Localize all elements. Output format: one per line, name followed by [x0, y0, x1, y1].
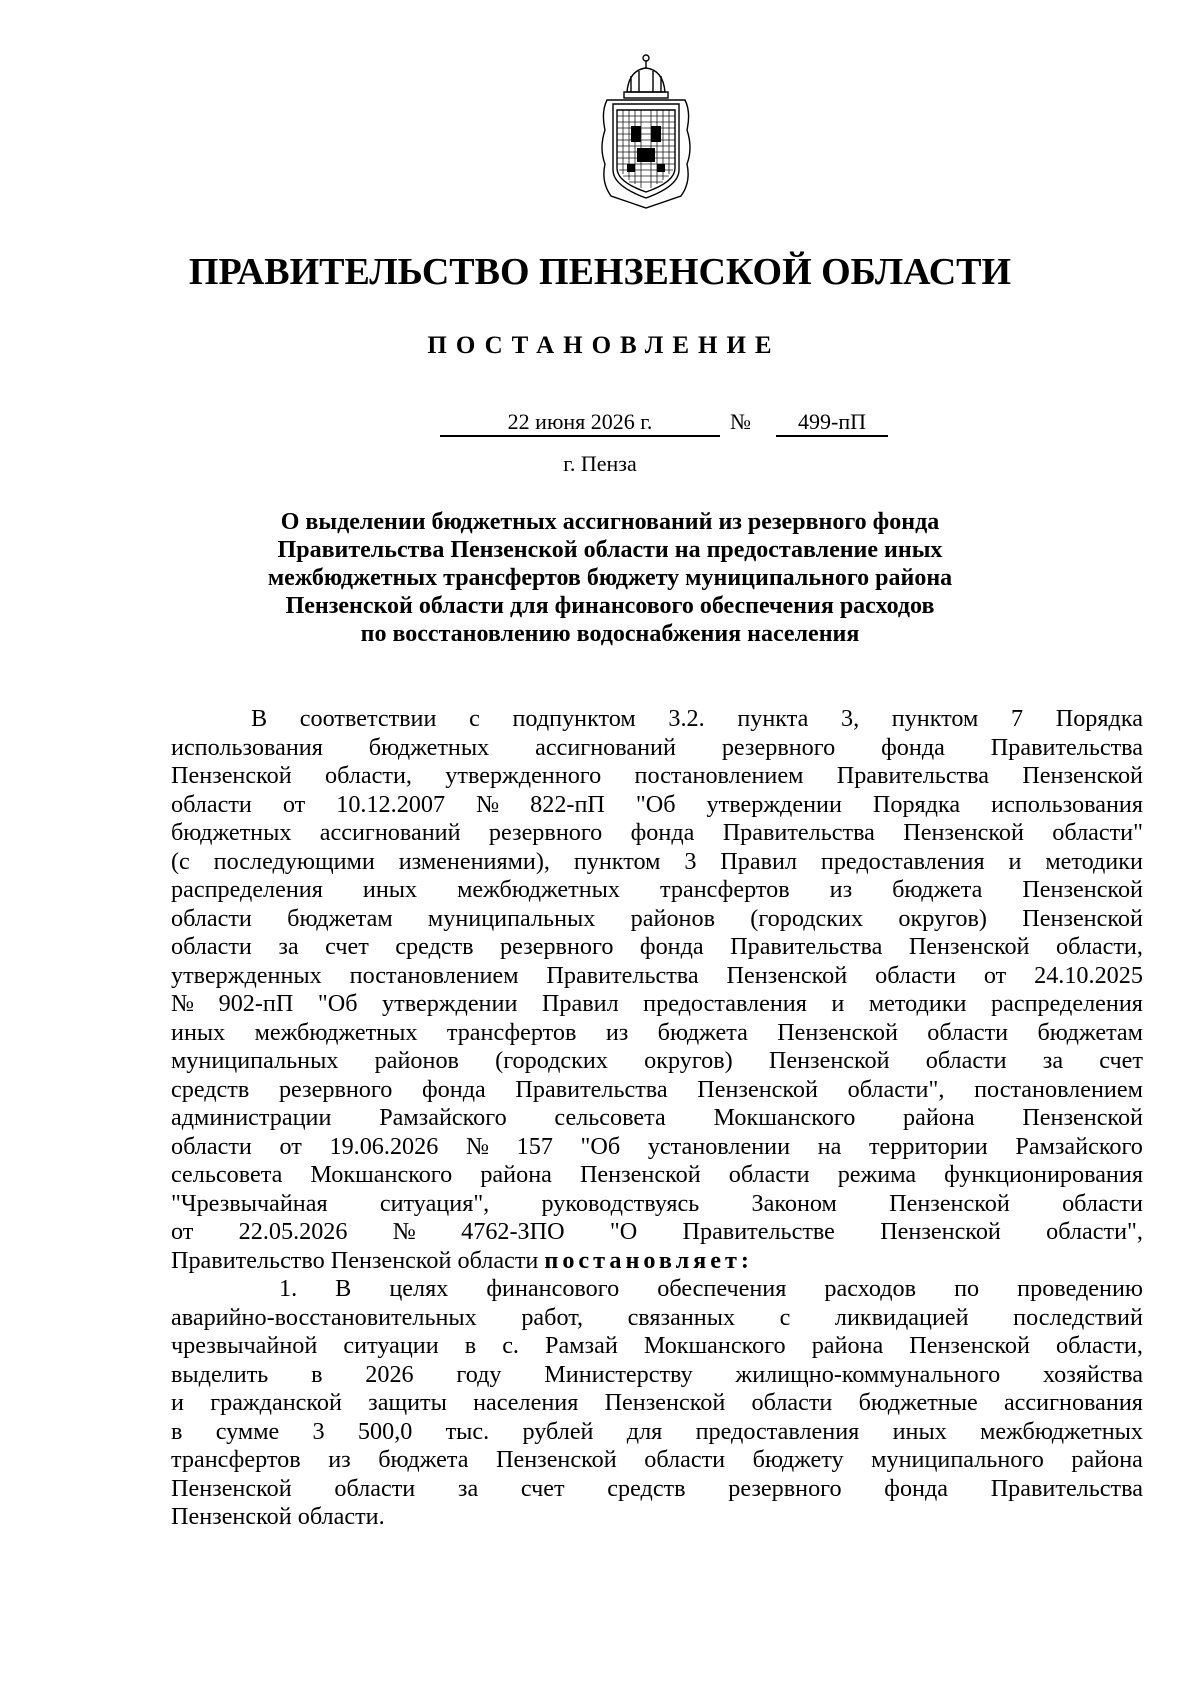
- text-line: Пензенской области.: [171, 1503, 385, 1530]
- title-line: межбюджетных трансфертов бюджету муниципального района: [267, 565, 953, 591]
- word: сельсовета: [171, 1161, 283, 1188]
- word: территории: [868, 1132, 988, 1160]
- word: иных: [362, 876, 418, 903]
- word: №: [392, 1218, 416, 1245]
- word: Пензенской: [1022, 1104, 1143, 1131]
- word: Правительства: [515, 1075, 668, 1103]
- word: гражданской: [210, 1389, 342, 1416]
- text-line: [171, 1076, 1143, 1105]
- word: Правительства: [722, 819, 875, 846]
- date-number-line: [440, 410, 886, 440]
- word: 3.2.: [668, 705, 705, 732]
- word: от: [171, 1218, 194, 1245]
- word: 3: [312, 1417, 325, 1445]
- word: расходов: [824, 1275, 917, 1302]
- word: за: [457, 1474, 479, 1502]
- word: аварийно-восстановительных: [171, 1303, 477, 1331]
- word: области: [171, 904, 252, 932]
- word: ликвидацией: [834, 1303, 969, 1331]
- word: ассигнований: [535, 733, 676, 761]
- word: Министерству: [544, 1360, 693, 1388]
- word: соответствии: [299, 705, 437, 732]
- word: чрезвычайной: [171, 1332, 318, 1359]
- word: области: [751, 1389, 833, 1416]
- word: в: [171, 1417, 183, 1445]
- word: Пензенской: [909, 1332, 1030, 1359]
- word: работ,: [521, 1303, 584, 1331]
- word: области",: [1046, 1218, 1143, 1245]
- word: средств: [171, 1075, 250, 1103]
- word: подпунктом: [512, 705, 636, 732]
- word: Рамзайского: [379, 1104, 507, 1131]
- word: области: [334, 1474, 416, 1502]
- word: области: [644, 1446, 726, 1473]
- word: муниципальных: [427, 904, 596, 932]
- word: ассигнований: [319, 819, 461, 846]
- word: 3,: [840, 705, 860, 732]
- document-body: [171, 705, 1143, 1532]
- word: последующими: [213, 847, 375, 875]
- word: бюджетам: [287, 904, 393, 932]
- word: от: [279, 1132, 302, 1160]
- word: бюджета: [657, 1018, 748, 1046]
- word: счет: [1099, 1047, 1143, 1074]
- word: "Чрезвычайная: [171, 1189, 328, 1217]
- word: Порядка: [1055, 705, 1143, 732]
- resolve-verb: постановляет:: [544, 1246, 753, 1274]
- resolve-line: [171, 1247, 1143, 1276]
- text-line: [171, 1218, 1143, 1247]
- text-line: [171, 848, 1143, 877]
- word: использования: [171, 733, 323, 761]
- word: распределения: [991, 990, 1143, 1017]
- text-line: [171, 1161, 1143, 1190]
- word: жилищно-коммунального: [735, 1360, 1001, 1388]
- word: предоставления: [695, 1417, 860, 1445]
- word: Мокшанского: [713, 1104, 856, 1131]
- word: №: [476, 790, 500, 818]
- word: средств: [607, 1474, 686, 1502]
- word: на: [817, 1132, 842, 1160]
- word: Пензенской: [171, 1474, 292, 1502]
- word: Правительства: [730, 933, 883, 960]
- word: муниципального: [871, 1446, 1044, 1473]
- word: Пензенской: [171, 762, 292, 789]
- word: (городских: [495, 1047, 608, 1074]
- word: Правительства: [546, 961, 699, 989]
- word: финансового: [486, 1275, 620, 1302]
- word: фонда: [881, 733, 945, 761]
- word: по: [954, 1275, 980, 1302]
- item-1-paragraph: [171, 1275, 1143, 1532]
- text-line: [171, 1104, 1143, 1133]
- resolve-prefix: Правительство Пензенской области: [171, 1246, 545, 1274]
- word: пунктом: [573, 847, 661, 875]
- word: бюджету: [752, 1446, 844, 1473]
- word: Пензенской: [880, 1218, 1001, 1245]
- word: области,: [325, 762, 412, 789]
- word: и: [171, 1389, 184, 1416]
- word: счет: [520, 1474, 565, 1502]
- word: межбюджетных: [980, 1417, 1143, 1445]
- word: области: [171, 1132, 252, 1160]
- word: фонда: [421, 1075, 486, 1103]
- word: В: [335, 1275, 352, 1302]
- text-line: [171, 734, 1143, 763]
- number-sign: №: [730, 409, 751, 434]
- text-line: [171, 705, 1143, 734]
- word: утверждении: [706, 790, 842, 818]
- word: 1.: [279, 1275, 298, 1302]
- word: обеспечения: [657, 1275, 787, 1302]
- text-line: [171, 1361, 1143, 1390]
- word: и: [1008, 847, 1022, 875]
- word: области: [1062, 1189, 1143, 1217]
- word: целях: [389, 1275, 449, 1302]
- word: руководствуясь: [541, 1189, 700, 1217]
- word: Пензенской: [579, 1161, 701, 1188]
- word: фонда: [630, 819, 695, 846]
- word: межбюджетных: [457, 876, 620, 903]
- word: населения: [473, 1389, 579, 1416]
- word: 2026: [365, 1360, 414, 1388]
- word: Законом: [751, 1189, 837, 1217]
- word: 24.10.2025: [1034, 961, 1143, 989]
- word: бюджетам: [1037, 1018, 1143, 1046]
- text-line: [171, 1190, 1143, 1219]
- word: области: [171, 933, 252, 960]
- text-line: [171, 1047, 1143, 1076]
- word: области: [927, 1018, 1009, 1046]
- word: района: [1071, 1446, 1143, 1473]
- word: области",: [847, 1075, 945, 1103]
- coat-of-arms-emblem: [597, 52, 695, 210]
- word: за: [1042, 1047, 1064, 1074]
- word: для: [626, 1417, 663, 1445]
- document-date: 22 июня 2026 г.: [440, 410, 720, 437]
- word: области: [171, 790, 252, 818]
- word: округов): [644, 1047, 733, 1074]
- word: и: [831, 990, 845, 1017]
- text-line: [171, 819, 1143, 848]
- word: пунктом: [891, 705, 979, 732]
- word: постановлением: [634, 762, 804, 789]
- text-line: [171, 791, 1143, 820]
- word: Пензенской: [889, 1189, 1010, 1217]
- word: резервного: [488, 819, 603, 846]
- word: сельсовета: [554, 1104, 666, 1131]
- word: Порядка: [872, 790, 961, 818]
- word: утвержденных: [171, 961, 322, 989]
- text-line: [171, 1133, 1143, 1162]
- word: году: [456, 1360, 502, 1388]
- word: бюджетные: [858, 1389, 978, 1416]
- text-line: [171, 990, 1143, 1019]
- document-type: ПОСТАНОВЛЕНИЕ: [427, 332, 781, 359]
- word: Правительстве: [682, 1218, 835, 1245]
- word: 902-пП: [218, 990, 294, 1017]
- text-line: [171, 876, 1143, 905]
- word: межбюджетных: [254, 1018, 418, 1046]
- word: в: [311, 1360, 323, 1388]
- word: использования: [991, 790, 1143, 818]
- word: счет: [325, 933, 369, 960]
- word: связанных: [627, 1303, 736, 1331]
- word: из: [328, 1446, 351, 1473]
- word: 3: [684, 847, 697, 875]
- word: 157: [516, 1132, 553, 1160]
- word: Пензенской: [1022, 762, 1143, 789]
- word: Правил: [541, 990, 619, 1017]
- word: Пензенской: [697, 1075, 818, 1103]
- word: хозяйства: [1042, 1360, 1143, 1388]
- title-line: О выделении бюджетных ассигнований из резервного фонда: [280, 509, 940, 535]
- word: "Об: [317, 990, 358, 1017]
- word: ситуации: [343, 1332, 439, 1359]
- word: Пензенской: [777, 1018, 898, 1046]
- word: Рамзайского: [1015, 1132, 1143, 1160]
- word: в: [464, 1332, 477, 1359]
- word: Правительства: [836, 762, 989, 789]
- word: районов: [374, 1047, 459, 1074]
- document-number: 499-пП: [776, 410, 888, 437]
- word: резервного: [278, 1075, 393, 1103]
- word: последствий: [1013, 1303, 1143, 1331]
- word: бюджета: [378, 1446, 469, 1473]
- word: администрации: [171, 1104, 332, 1131]
- word: Пензенской: [1022, 904, 1143, 932]
- word: Мокшанского: [643, 1332, 786, 1359]
- text-line: [171, 962, 1143, 991]
- word: бюджета: [892, 876, 983, 903]
- text-line: [171, 1275, 1143, 1304]
- word: методики: [868, 990, 967, 1017]
- title-line: Правительства Пензенской области на предоставление иных: [277, 537, 943, 563]
- word: №: [465, 1132, 490, 1160]
- word: защиты: [368, 1389, 447, 1416]
- word: утвержденного: [445, 762, 602, 789]
- word: района: [903, 1104, 975, 1131]
- word: "О: [609, 1218, 638, 1245]
- text-line: [171, 762, 1143, 791]
- word: постановлением: [974, 1075, 1143, 1103]
- word: В: [251, 705, 268, 732]
- word: Пензенской: [908, 933, 1030, 960]
- word: Пензенской: [604, 1389, 726, 1416]
- word: с: [469, 705, 480, 732]
- word: №: [171, 990, 195, 1017]
- word: изменениями),: [398, 847, 550, 875]
- word: Пензенской: [903, 819, 1024, 846]
- word: из: [605, 1018, 629, 1046]
- word: иных: [171, 1018, 226, 1046]
- word: из: [829, 876, 853, 903]
- word: районов: [630, 904, 715, 932]
- word: района: [480, 1161, 552, 1188]
- word: 822-пП: [530, 790, 605, 818]
- word: пункта: [737, 705, 809, 732]
- word: муниципальных: [171, 1047, 339, 1074]
- word: методики: [1045, 847, 1143, 875]
- word: тыс.: [445, 1417, 490, 1445]
- word: фонда: [639, 933, 704, 960]
- text-line: [171, 933, 1143, 962]
- text-line: [171, 1446, 1143, 1475]
- word: Пензенской: [1022, 876, 1143, 903]
- word: области: [875, 961, 956, 989]
- word: Мокшанского: [310, 1161, 453, 1188]
- word: Правительства: [990, 1474, 1143, 1502]
- word: с.: [502, 1332, 519, 1359]
- word: выделить: [171, 1360, 269, 1388]
- word: функционирования: [944, 1161, 1143, 1188]
- text-line: [171, 1019, 1143, 1048]
- word: предоставления: [643, 990, 807, 1017]
- text-line: [171, 905, 1143, 934]
- word: трансфертов: [660, 876, 790, 903]
- word: области,: [1055, 933, 1143, 960]
- word: 19.06.2026: [329, 1132, 439, 1160]
- word: постановлением: [349, 961, 519, 989]
- word: области": [1052, 819, 1143, 846]
- word: проведению: [1017, 1275, 1143, 1302]
- word: (с: [171, 847, 190, 875]
- authority-name: ПРАВИТЕЛЬСТВО ПЕНЗЕНСКОЙ ОБЛАСТИ: [188, 251, 1012, 293]
- word: Пензенской: [768, 1047, 890, 1074]
- word: "Об: [580, 1132, 621, 1160]
- word: Пензенской: [726, 961, 848, 989]
- title-line: по восстановлению водоснабжения населения: [360, 621, 860, 647]
- document-title: [230, 508, 990, 648]
- word: режима: [837, 1161, 917, 1188]
- word: резервного: [500, 933, 614, 960]
- word: от: [282, 790, 306, 818]
- word: средств: [395, 933, 474, 960]
- word: области: [728, 1161, 810, 1188]
- word: сумме: [215, 1417, 280, 1445]
- word: установлении: [647, 1132, 791, 1160]
- word: резервного: [728, 1474, 842, 1502]
- text-line: [171, 1418, 1143, 1447]
- text-line: [171, 1304, 1143, 1333]
- word: Правительства: [990, 733, 1143, 761]
- word: с: [779, 1303, 791, 1331]
- word: области,: [1056, 1332, 1143, 1359]
- text-line: [171, 1475, 1143, 1504]
- word: бюджетных: [171, 819, 292, 846]
- word: района: [811, 1332, 884, 1359]
- word: иных: [892, 1417, 947, 1445]
- word: резервного: [721, 733, 836, 761]
- word: распределения: [171, 876, 323, 903]
- word: Пензенской: [496, 1446, 617, 1473]
- word: ситуация",: [379, 1189, 490, 1217]
- document-city: г. Пенза: [563, 451, 637, 476]
- word: Правил: [720, 847, 798, 875]
- word: предоставления: [820, 847, 985, 875]
- word: трансфертов: [171, 1446, 301, 1473]
- text-line: [171, 1389, 1143, 1418]
- word: утверждении: [382, 990, 518, 1017]
- word: фонда: [884, 1474, 949, 1502]
- word: от: [983, 961, 1007, 989]
- word: трансфертов: [446, 1018, 577, 1046]
- title-line: Пензенской области для финансового обеспечения расходов: [285, 593, 935, 619]
- word: области: [925, 1047, 1007, 1074]
- word: 7: [1011, 705, 1024, 732]
- word: ассигнования: [1003, 1389, 1143, 1416]
- word: "Об: [635, 790, 676, 818]
- word: 4762-ЗПО: [461, 1218, 565, 1245]
- word: бюджетных: [368, 733, 490, 761]
- preamble-paragraph: [171, 705, 1143, 1247]
- word: за: [278, 933, 299, 960]
- word: Рамзай: [545, 1332, 618, 1359]
- word: 500,0: [357, 1417, 413, 1445]
- text-line: [171, 1332, 1143, 1361]
- word: 22.05.2026: [238, 1218, 348, 1245]
- word: (городских: [750, 904, 864, 932]
- word: рублей: [522, 1417, 594, 1445]
- word: округов): [898, 904, 987, 932]
- word: 10.12.2007: [336, 790, 446, 818]
